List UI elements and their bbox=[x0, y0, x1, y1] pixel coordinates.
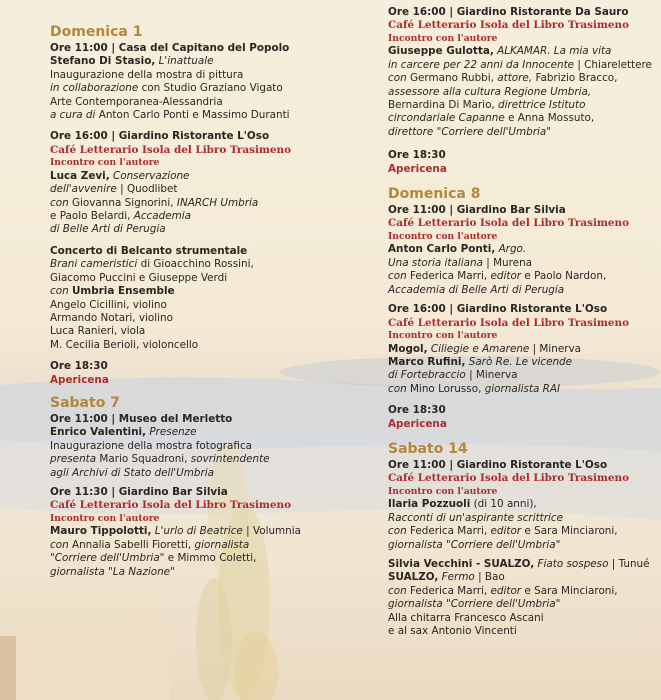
guest-role: Accademia di Belle Arti di Perugia bbox=[388, 283, 565, 296]
guest-name: Mino Lorusso, bbox=[409, 382, 482, 395]
publisher: | Murena bbox=[486, 256, 533, 269]
event-time-place: Ore 16:00 | Giardino Ristorante L'Oso bbox=[388, 303, 608, 316]
event-desc: Giacomo Puccini e Giuseppe Verdi bbox=[50, 271, 228, 284]
author-name: Ilaria Pozzuoli bbox=[388, 498, 471, 511]
event-museo-merletto bbox=[50, 413, 350, 480]
event-time-place: Ore 11:00 | Giardino Ristorante L'Oso bbox=[388, 458, 608, 471]
incontro-label: Incontro con l'autore bbox=[50, 157, 160, 169]
publisher: | Chiarelettere bbox=[577, 58, 652, 71]
event-oso-pozzuoli bbox=[388, 459, 656, 638]
event-time-place: Ore 11:00 | Casa del Capitano del Popolo bbox=[50, 42, 290, 54]
event-bar-silvia-tippolotti bbox=[50, 486, 350, 579]
guest-name: e Paolo Belardi, bbox=[50, 210, 131, 223]
guest-name: Federica Marri, bbox=[409, 584, 488, 597]
guest-name: Fabrizio Bracco, bbox=[535, 72, 618, 85]
event-time-place: Ore 11:00 | Museo del Merletto bbox=[50, 412, 233, 425]
guest-role: di Belle Arti di Perugia bbox=[50, 223, 166, 236]
author-name: Silvia Vecchini - SUALZO, bbox=[388, 557, 535, 570]
event-desc-italic: con bbox=[50, 285, 69, 298]
work-title: di Fortebraccio bbox=[388, 369, 466, 382]
guest-role: direttrice Istituto bbox=[498, 99, 586, 112]
guest-role: giornalista bbox=[50, 565, 105, 578]
event-desc-italic: con bbox=[388, 72, 407, 85]
event-desc-italic: a cura di bbox=[50, 109, 96, 122]
cafe-letterario-label: Café Letterario Isola del Libro Trasimeno bbox=[388, 472, 629, 485]
work-title: Conservazione bbox=[112, 169, 190, 182]
event-desc-italic: Brani cameristici bbox=[50, 258, 138, 271]
musician: Luca Ranieri, viola bbox=[50, 325, 146, 338]
guest-role: giornalista bbox=[194, 538, 250, 551]
guest-role: editor bbox=[490, 525, 522, 538]
cafe-letterario-label: Café Letterario Isola del Libro Trasimeno bbox=[50, 499, 291, 512]
author-name: Enrico Valentini, bbox=[50, 426, 147, 439]
apericena-time: Ore 18:30 bbox=[388, 149, 446, 162]
apericena-time: Ore 18:30 bbox=[388, 404, 446, 417]
day-heading-domenica-1: Domenica 1 bbox=[50, 24, 143, 40]
guest-role: circondariale Capanne bbox=[388, 112, 505, 125]
publisher: | Minerva bbox=[532, 342, 582, 355]
event-time-place: Ore 11:30 | Giardino Bar Silvia bbox=[50, 485, 228, 498]
event-desc: Inaugurazione della mostra di pittura bbox=[50, 68, 244, 81]
right-column bbox=[388, 6, 656, 638]
publisher: | Minerva bbox=[469, 369, 518, 382]
musician: Angelo Cicillini, violino bbox=[50, 298, 167, 311]
work-title: Fiato sospeso bbox=[537, 557, 609, 570]
work-title: L'inattuale bbox=[158, 55, 214, 68]
event-desc: Arte Contemporanea-Alessandria bbox=[50, 95, 223, 108]
day-heading-domenica-8: Domenica 8 bbox=[388, 186, 481, 203]
publisher: | Bao bbox=[478, 571, 505, 584]
guest-role: editor bbox=[490, 270, 522, 283]
event-desc: Inaugurazione della mostra fotografica bbox=[50, 439, 253, 452]
event-oso-zevi bbox=[50, 130, 350, 236]
ensemble-name: Umbria Ensemble bbox=[71, 285, 175, 298]
cafe-letterario-label: Café Letterario Isola del Libro Trasimeno bbox=[50, 143, 291, 156]
author-name: Luca Zevi, bbox=[50, 169, 110, 182]
guest-name: Mario Squadroni, bbox=[99, 453, 188, 466]
publisher: | Tunué bbox=[611, 557, 650, 570]
event-time-place: Ore 16:00 | Giardino Ristorante Da Sauro bbox=[388, 6, 629, 18]
guest-name: Federica Marri, bbox=[409, 270, 488, 283]
day-heading-sabato-7: Sabato 7 bbox=[50, 394, 120, 411]
day-heading-sabato-14: Sabato 14 bbox=[388, 440, 468, 457]
event-oso-mogol bbox=[388, 303, 656, 396]
work-title: dell'avvenire bbox=[50, 183, 117, 196]
incontro-label: Incontro con l'autore bbox=[50, 512, 160, 524]
event-desc-italic: con bbox=[388, 584, 407, 597]
guest-name: e Sara Minciaroni, bbox=[524, 584, 618, 597]
event-desc-italic: in collaborazione bbox=[50, 82, 139, 95]
work-title: ALKAMAR. La mia vita bbox=[497, 45, 612, 58]
guest-name: Germano Rubbi, bbox=[409, 72, 494, 85]
event-desc-italic: con bbox=[50, 538, 69, 551]
guest-name: e Sara Minciaroni, bbox=[524, 525, 618, 538]
event-concerto bbox=[50, 245, 350, 352]
incontro-label: Incontro con l'autore bbox=[388, 33, 498, 44]
work-title: Una storia italiana bbox=[388, 256, 483, 269]
incontro-label: Incontro con l'autore bbox=[388, 330, 498, 342]
guest-role: Accademia bbox=[133, 210, 191, 223]
work-title: L'urlo di Beatrice bbox=[154, 525, 243, 538]
work-title: Argo. bbox=[498, 243, 527, 256]
cafe-letterario-label: Café Letterario Isola del Libro Trasimeno bbox=[388, 19, 629, 32]
work-title: Ciliegie e Amarene bbox=[430, 342, 530, 355]
publisher: | Quodlibet bbox=[120, 183, 178, 196]
event-desc-italic: con bbox=[388, 270, 407, 283]
event-desc: di Gioacchino Rossini, bbox=[140, 258, 254, 271]
guest-role: direttore "Corriere dell'Umbria" bbox=[388, 125, 552, 138]
guest-name: e Mimmo Coletti, bbox=[167, 552, 257, 565]
publisher: | Volumnia bbox=[246, 525, 302, 538]
guest-name: Annalia Sabelli Fioretti, bbox=[71, 538, 192, 551]
event-da-sauro-gulotta bbox=[388, 6, 656, 139]
author-name: Marco Rufini, bbox=[388, 355, 466, 368]
guest-role: "La Nazione" bbox=[108, 565, 175, 578]
left-column bbox=[50, 24, 350, 579]
author-name: Mauro Tippolotti, bbox=[50, 525, 152, 538]
author-note: (di 10 anni), bbox=[473, 498, 537, 511]
incontro-label: Incontro con l'autore bbox=[388, 231, 498, 243]
guest-name: Bernardina Di Mario, bbox=[388, 99, 495, 112]
event-bar-silvia-ponti bbox=[388, 204, 656, 297]
work-title: Presenze bbox=[149, 426, 197, 439]
author-name: Giuseppe Gulotta, bbox=[388, 45, 494, 58]
event-desc-italic: presenta bbox=[50, 453, 97, 466]
event-time-place: Ore 11:00 | Giardino Bar Silvia bbox=[388, 204, 566, 217]
musician: Armando Notari, violino bbox=[50, 311, 173, 324]
event-desc: con Studio Graziano Vigato bbox=[141, 82, 283, 95]
event-desc-italic: con bbox=[388, 382, 407, 395]
author-name: Mogol, bbox=[388, 342, 428, 355]
author-name: Anton Carlo Ponti, bbox=[388, 243, 496, 256]
author-name: Stefano Di Stasio, bbox=[50, 55, 156, 68]
event-time-place: Ore 16:00 | Giardino Ristorante L'Oso bbox=[50, 130, 270, 143]
guest-role: giornalista "Corriere dell'Umbria" bbox=[388, 598, 561, 611]
work-title: in carcere per 22 anni da Innocente bbox=[388, 58, 575, 71]
cafe-letterario-label: Café Letterario Isola del Libro Trasimeno bbox=[388, 316, 629, 329]
guest-name: e Paolo Nardon, bbox=[524, 270, 607, 283]
guest-role: attore, bbox=[497, 72, 533, 85]
apericena-label: Apericena bbox=[388, 162, 447, 175]
apericena-label: Apericena bbox=[50, 373, 109, 386]
guest-role: editor bbox=[490, 584, 522, 597]
guest-role: "Corriere dell'Umbria" bbox=[50, 552, 165, 565]
apericena-label: Apericena bbox=[388, 417, 447, 430]
work-title: Sarò Re. Le vicende bbox=[468, 355, 573, 368]
guest-name: Federica Marri, bbox=[409, 525, 488, 538]
musician-note: Alla chitarra Francesco Ascani bbox=[388, 611, 544, 624]
guest-role: INARCH Umbria bbox=[176, 196, 259, 209]
event-desc: Anton Carlo Ponti e Massimo Duranti bbox=[98, 109, 290, 122]
apericena-time: Ore 18:30 bbox=[50, 360, 108, 373]
guest-name: Giovanna Signorini, bbox=[71, 196, 174, 209]
event-desc-italic: con bbox=[50, 196, 69, 209]
guest-name: e Anna Mossuto, bbox=[508, 112, 595, 125]
event-casa-capitano bbox=[50, 42, 350, 122]
musician: M. Cecilia Berioli, violoncello bbox=[50, 338, 199, 351]
work-title: Racconti di un'aspirante scrittrice bbox=[388, 511, 563, 524]
musician-note: e al sax Antonio Vincenti bbox=[388, 625, 517, 637]
guest-role: sovrintendente bbox=[190, 453, 270, 466]
concert-title: Concerto di Belcanto strumentale bbox=[50, 244, 248, 257]
incontro-label: Incontro con l'autore bbox=[388, 485, 498, 497]
guest-role: giornalista "Corriere dell'Umbria" bbox=[388, 538, 561, 551]
author-name: SUALZO, bbox=[388, 571, 439, 584]
cafe-letterario-label: Café Letterario Isola del Libro Trasimeno bbox=[388, 217, 629, 230]
guest-role: giornalista RAI bbox=[484, 382, 561, 395]
work-title: Fermo bbox=[441, 571, 475, 584]
event-desc-italic: con bbox=[388, 525, 407, 538]
guest-role: assessore alla cultura Regione Umbria, bbox=[388, 85, 592, 98]
guest-role: agli Archivi di Stato dell'Umbria bbox=[50, 466, 214, 479]
